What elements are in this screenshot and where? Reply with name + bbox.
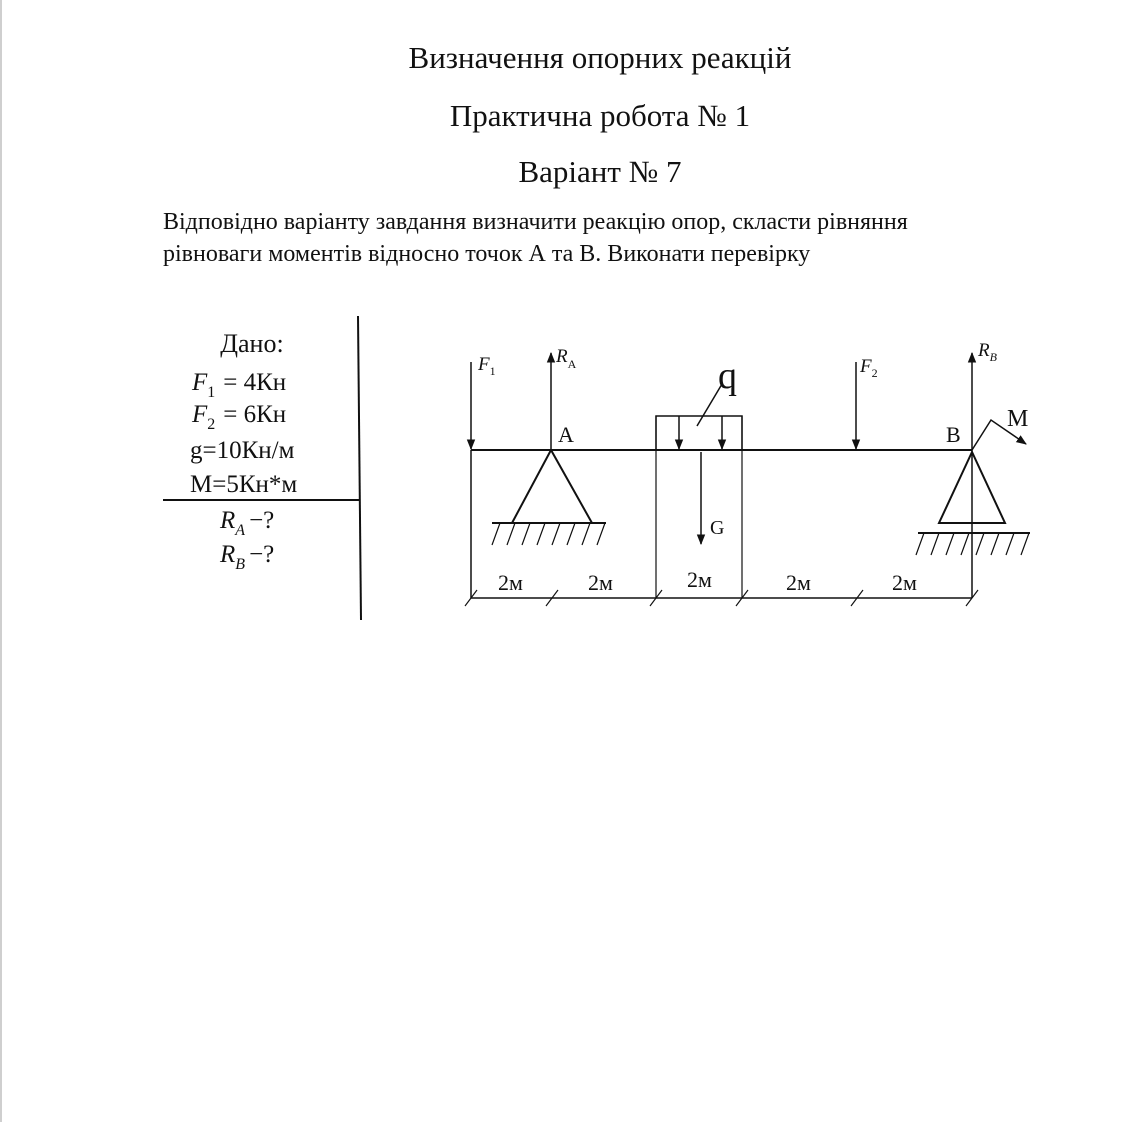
given-q: g=10Кн/м	[190, 437, 295, 464]
given-separator-vertical	[358, 316, 361, 620]
given-m: M=5Кн*м	[190, 471, 298, 498]
task-line-2: рівноваги моментів відносно точок А та В. Виконати перевірку	[163, 241, 811, 267]
label-point-b: B	[946, 422, 961, 447]
dim-label-3: 2м	[687, 567, 712, 592]
task-line-1: Відповідно варіанту завдання визначити реакцію опор, скласти рівняння	[163, 209, 908, 235]
given-f1: $F_1 = 4Кн$	[192, 369, 287, 401]
label-q: q	[718, 355, 737, 397]
work-number: Практична робота № 1	[449, 98, 751, 133]
dim-label-5: 2м	[892, 570, 917, 595]
dim-label-1: 2м	[498, 570, 523, 595]
label-gravity: G	[710, 517, 725, 539]
label-rb: $R_B$	[978, 340, 997, 364]
given-rb: $R_B$ −?	[220, 541, 275, 573]
label-moment: M	[1007, 406, 1029, 432]
support-a-hatch	[492, 523, 605, 545]
given-heading: Дано:	[220, 329, 284, 358]
support-a	[512, 450, 592, 523]
page-title: Визначення опорних реакцій	[408, 40, 792, 75]
beam-diagram	[465, 353, 1030, 606]
distributed-load-box	[656, 416, 742, 450]
label-point-a: A	[558, 422, 574, 447]
dim-label-4: 2м	[786, 570, 811, 595]
label-f1: $F_1$	[478, 354, 496, 378]
label-f2: $F_2$	[860, 356, 878, 380]
given-f2: $F_2 = 6Кн$	[192, 401, 287, 433]
dim-label-2: 2м	[588, 570, 613, 595]
label-ra: $R_A$	[556, 346, 577, 371]
variant-number: Варіант № 7	[518, 154, 682, 189]
given-ra: $R_A$ −?	[220, 507, 275, 539]
given-block	[163, 316, 361, 620]
